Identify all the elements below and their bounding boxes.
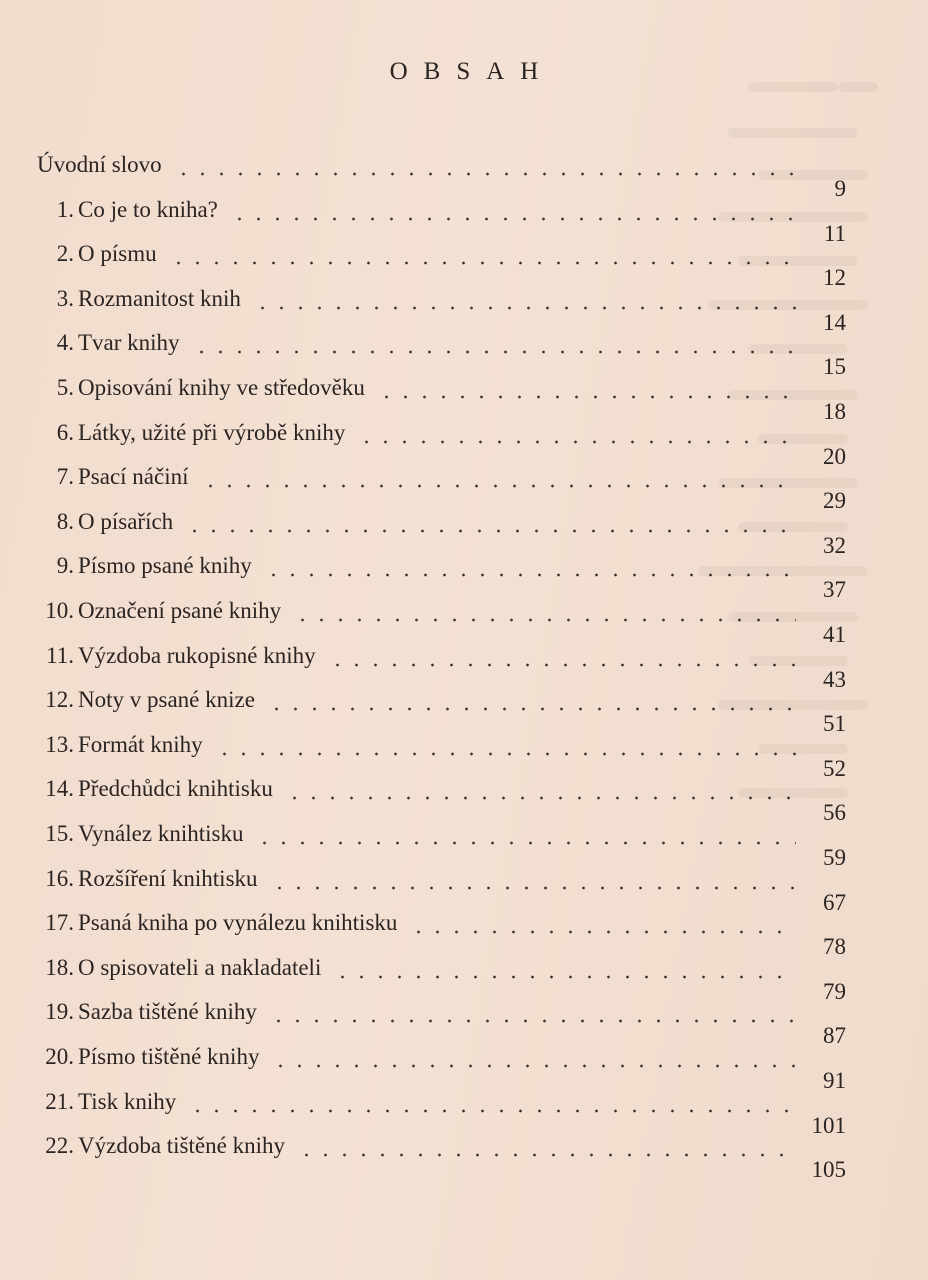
toc-entry-label: Rozšíření knihtisku [78,865,258,891]
toc-entry-label: Výzdoba tištěné knihy [78,1133,285,1159]
toc-entry-label: Tisk knihy [78,1088,177,1114]
toc-entry-number: 13. [45,731,74,757]
toc-leader-dots [328,663,796,667]
toc-leader-dots [271,1064,796,1068]
toc-entry-label: Látky, užité při výrobě knihy [78,419,346,445]
toc-entry-number: 1. [56,196,74,222]
toc-leader-dots [215,752,796,756]
toc-leader-dots [297,1153,796,1157]
toc-entry-number: 22. [45,1133,74,1159]
toc-entry [0,774,928,826]
toc-entry-number: 2. [56,241,74,267]
toc-entry-label: Co je to kniha? [78,196,218,222]
toc-entry-page: 43 [823,666,846,692]
toc-leader-dots [169,261,796,265]
toc-entry-number: 15. [45,821,74,846]
toc-entry-number: 18. [45,954,74,980]
toc-entry-number: 17. [45,910,74,936]
toc-entry-page: 37 [823,577,846,603]
toc-entry-page: 78 [823,934,846,960]
toc-entry-page: 32 [823,532,846,558]
toc-leader-dots [188,1109,796,1113]
toc-entry [0,284,928,335]
toc-entry-number: 12. [45,687,74,713]
toc-entry [0,641,928,692]
toc-entry-number: 14. [45,776,74,802]
toc-entry-number: 4. [56,330,74,356]
toc-entry-page: 15 [823,354,846,380]
toc-entry [0,864,928,915]
toc-leader-dots [253,306,796,310]
toc-entry-number: 3. [56,285,74,311]
toc-entry-label: Písmo psané knihy [78,553,252,579]
toc-entry [0,551,928,603]
toc-entry [0,418,928,469]
toc-entry-page: 12 [823,265,846,291]
toc-entry-page: 29 [823,488,846,514]
toc-leader-dots [264,573,796,577]
page-title: OBSAH [389,58,555,85]
toc-entry [0,373,928,424]
toc-leader-dots [409,930,796,934]
toc-entry-label: Úvodní slovo [37,152,162,177]
toc-entry [0,730,928,781]
toc-entry-number: 8. [56,508,74,534]
toc-entry-label: O písmu [78,241,157,267]
toc-entry [0,908,928,960]
toc-entry-label: Výzdoba rukopisné knihy [78,642,316,668]
toc-entry-page: 41 [823,622,846,647]
toc-entry-number: 16. [45,865,74,891]
toc-leader-dots [230,217,796,221]
toc-entry-page: 51 [823,711,846,737]
toc-entry-label: Označení psané knihy [78,598,282,623]
toc-entry-page: 59 [823,845,846,870]
toc-entry-page: 105 [811,1157,846,1183]
toc-entry-number: 21. [45,1088,74,1114]
toc-leader-dots [333,975,796,979]
toc-entry-number: 5. [56,375,74,400]
toc-entry-number: 7. [56,464,74,490]
toc-entry-label: Noty v psané knize [78,687,255,713]
toc-entry [0,819,928,870]
toc-entry [0,1042,928,1093]
toc-entry-number: 9. [56,553,74,579]
toc-entry [0,507,928,558]
toc-entry-label: Opisování knihy ve středověku [78,375,365,400]
toc-leader-dots [267,707,796,711]
toc-entry-number: 6. [56,419,74,445]
toc-leader-dots [185,529,796,533]
toc-leader-dots [201,484,796,488]
toc-entry-label: Psaná kniha po vynálezu knihtisku [78,910,398,936]
toc-entry-page: 11 [823,220,846,246]
toc-entry-label: Písmo tištěné knihy [78,1044,260,1069]
toc-entry [0,328,928,380]
toc-entry-label: Formát knihy [78,731,203,757]
toc-leader-dots [357,440,796,444]
toc-entry-label: Tvar knihy [78,330,180,356]
toc-entry [0,462,928,514]
toc-entry-number: 10. [45,598,74,623]
toc-entry-number: 19. [45,999,74,1025]
toc-entry-number: 20. [45,1044,74,1069]
toc-entry [0,1131,928,1183]
toc-entry-page: 14 [823,309,846,335]
toc-entry-page: 52 [823,755,846,781]
toc-entry-page: 79 [823,978,846,1004]
toc-entry-label: Psací náčiní [78,464,189,490]
toc-entry-page: 67 [823,889,846,915]
toc-entry-page: 91 [823,1068,846,1093]
toc-entry-page: 20 [823,443,846,469]
toc-entry [0,150,928,201]
toc-leader-dots [174,172,796,176]
toc-entry-label: O písařích [78,508,174,534]
toc-leader-dots [285,796,796,800]
toc-entry [0,953,928,1004]
toc-entry-page: 9 [834,176,846,201]
toc-leader-dots [192,350,796,354]
toc-entry [0,1087,928,1138]
toc-leader-dots [270,886,796,890]
toc-entry-label: Vynález knihtisku [78,821,244,846]
toc-entry [0,685,928,737]
toc-entry [0,239,928,291]
toc-entry-number: 11. [46,642,74,668]
toc-leader-dots [293,618,796,622]
toc-entry-label: Předchůdci knihtisku [78,776,273,802]
toc-entry-label: O spisovateli a nakladateli [78,954,322,980]
toc-entry-page: 87 [823,1023,846,1049]
toc-leader-dots [255,841,796,845]
toc-entry-page: 56 [823,800,846,826]
toc-entry [0,195,928,246]
toc-entry-page: 101 [811,1112,846,1138]
toc-entry-page: 18 [823,399,846,424]
toc-entry-label: Rozmanitost knih [78,285,241,311]
toc-entry [0,596,928,647]
toc-entry-label: Sazba tištěné knihy [78,999,257,1025]
toc-leader-dots [377,395,796,399]
toc-leader-dots [269,1019,796,1023]
toc-entry [0,997,928,1049]
